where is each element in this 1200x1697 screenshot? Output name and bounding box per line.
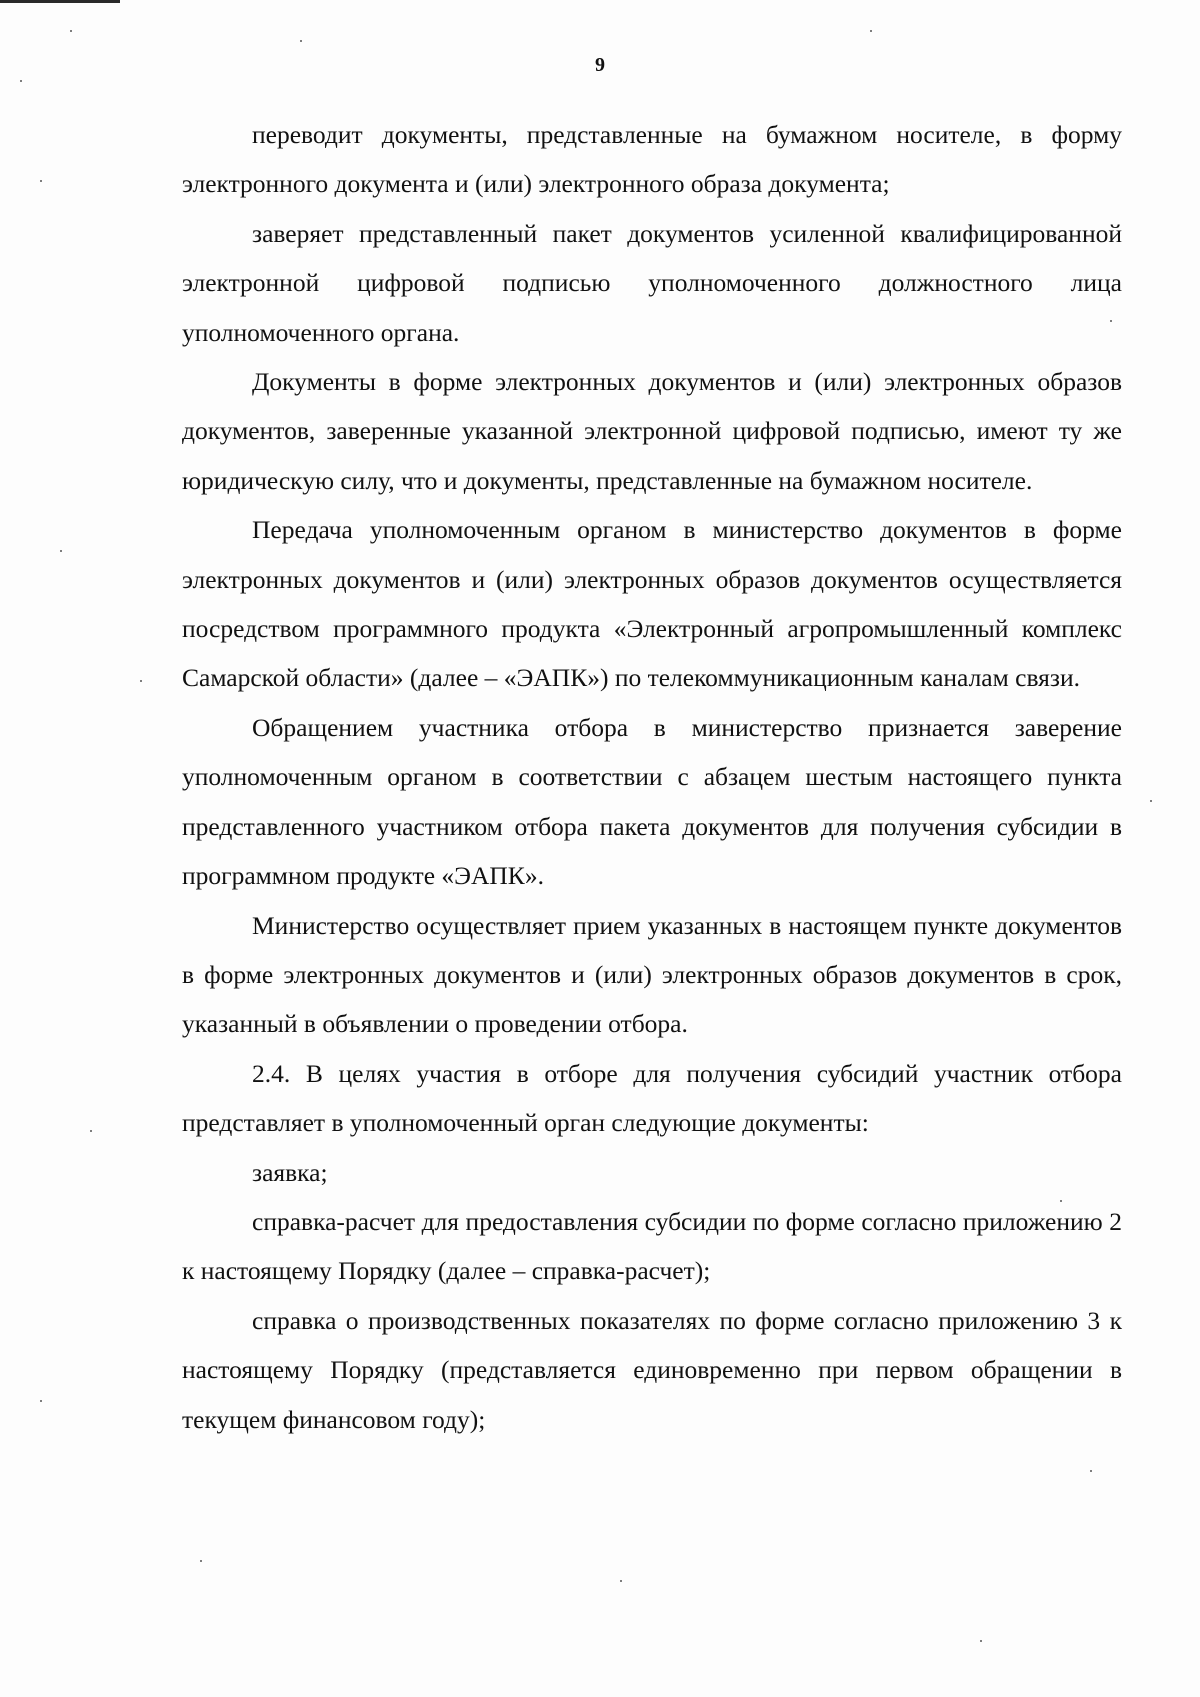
scan-speck	[140, 680, 142, 682]
paragraph-convert-documents: переводит документы, представленные на бумажном носителе, в форму электронного документа и (или) электронного образа документа;	[182, 120, 1122, 199]
scan-speck	[980, 1640, 982, 1642]
scan-speck	[200, 1560, 202, 1562]
scan-speck	[40, 1400, 42, 1402]
paragraph-transfer-eapk: Передача уполномоченным органом в министерство документов в форме электронных документов и (или) электронных образов документов осуществляется посредством программного продукта «Электронный агропромышленный комплекс Самарской области» (далее – «ЭАПК») по телекоммуникационным каналам связи.	[182, 515, 1122, 693]
scan-speck	[300, 40, 302, 42]
scan-speck	[90, 1130, 92, 1132]
scan-speck	[40, 180, 42, 182]
scan-speck	[60, 550, 62, 552]
scan-speck	[20, 80, 22, 82]
paragraph-certify-package: заверяет представленный пакет документов усиленной квалифицированной электронной цифровой подписью уполномоченного должностного лица уполномоченного органа.	[182, 218, 1122, 347]
scan-speck	[870, 30, 872, 32]
paragraph-legal-force: Документы в форме электронных документов и (или) электронных образов документов, заверенные указанной электронной цифровой подписью, имеют ту же юридическую силу, что и документы, представленные на бумажном носителе.	[182, 367, 1122, 495]
scan-speck	[1090, 1470, 1092, 1472]
scan-corner-mark	[0, 0, 120, 3]
list-item-calculation-certificate: справка-расчет для предоставления субсидии по форме согласно приложению 2 к настоящему Порядку (далее – справка-расчет);	[182, 1206, 1122, 1286]
document-body	[182, 110, 1122, 1444]
page-number: 9	[595, 54, 605, 76]
paragraph-section-2-4: 2.4. В целях участия в отборе для получения субсидий участник отбора представляет в уполномоченный орган следующие документы:	[182, 1058, 1122, 1138]
scan-speck	[1060, 1200, 1062, 1202]
list-item-application: заявка;	[252, 1157, 328, 1187]
scan-speck	[620, 1580, 622, 1582]
scan-speck	[70, 30, 72, 32]
scan-speck	[1150, 800, 1152, 802]
paragraph-ministry-acceptance: Министерство осуществляет прием указанных в настоящем пункте документов в форме электронных документов и (или) электронных образов документов в срок, указанный в объявлении о проведении отбора.	[182, 910, 1122, 1039]
list-item-production-certificate: справка о производственных показателях по форме согласно приложению 3 к настоящему Порядку (представляется единовременно при первом обращении в текущем финансовом году);	[182, 1305, 1122, 1434]
paragraph-application-recognition: Обращением участника отбора в министерство признается заверение уполномоченным органом в соответствии с абзацем шестым настоящего пункта представленного участником отбора пакета документов для получения субсидии в программном продукте «ЭАПК».	[182, 712, 1122, 891]
scan-speck	[1110, 320, 1112, 322]
